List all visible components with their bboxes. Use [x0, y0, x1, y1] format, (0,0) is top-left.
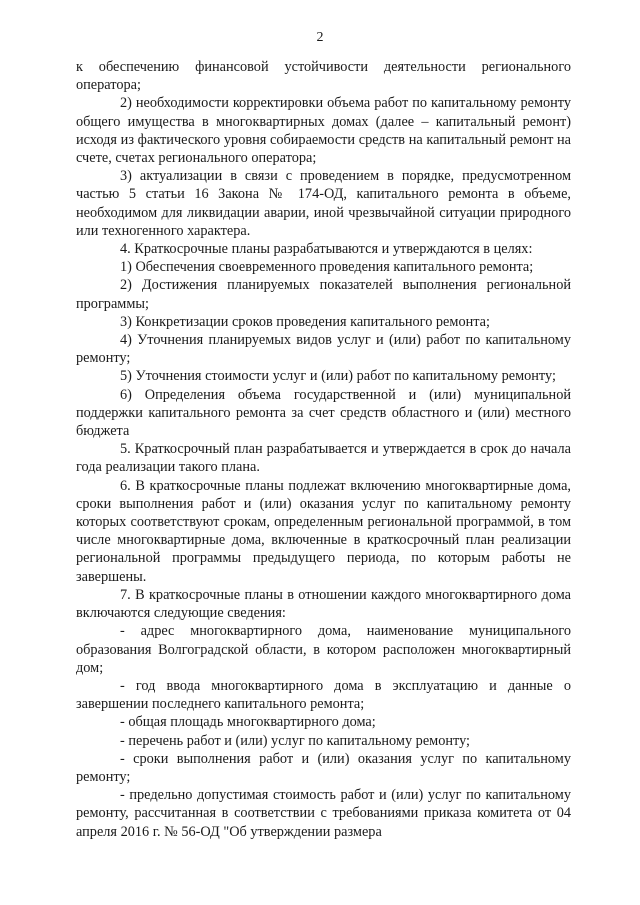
- paragraph-section-4: 4. Краткосрочные планы разрабатываются и утверждаются в целях:: [120, 241, 533, 258]
- document-body: [76, 58, 571, 841]
- list-item-address: - адрес многоквартирного дома, наименование муниципального образования Волгоградской области, в котором расположен многоквартирный дом;: [76, 623, 571, 676]
- paragraph-section-6: 6. В краткосрочные планы подлежат включению многоквартирные дома, сроки выполнения работ и (или) оказания услуг по капитальному ремонту которых соответствуют срокам, определенным региональной программой, в том числе многоквартирные дома, включенные в краткосрочный план реализации региональной программы предыдущего периода, по которым работы не завершены.: [76, 477, 571, 585]
- paragraph-goal-2: 2) Достижения планируемых показателей выполнения региональной программы;: [76, 277, 571, 312]
- paragraph-item-2-correction: 2) необходимости корректировки объема работ по капитальному ремонту общего имущества в многоквартирных домах (далее – капитальный ремонт) исходя из фактического уровня собираемости средств на капитальный ремонт на счете, счетах регионального оператора;: [76, 95, 571, 167]
- paragraph-goal-4: 4) Уточнения планируемых видов услуг и (или) работ по капитальному ремонту;: [76, 332, 571, 367]
- paragraph-section-5: 5. Краткосрочный план разрабатывается и утверждается в срок до начала года реализации такого плана.: [76, 441, 571, 476]
- list-item-works: - перечень работ и (или) услуг по капитальному ремонту;: [120, 732, 471, 749]
- page-number: 2: [316, 30, 324, 45]
- paragraph-item-3-actualization: 3) актуализации в связи с проведением в порядке, предусмотренном частью 5 статьи 16 Закона № 174-ОД, капитального ремонта в объеме, необходимом для ликвидации аварии, иной чрезвычайной ситуации природного или техногенного характера.: [76, 168, 571, 239]
- paragraph-continuation: к обеспечению финансовой устойчивости деятельности регионального оператора;: [76, 59, 571, 94]
- list-item-area: - общая площадь многоквартирного дома;: [120, 714, 376, 731]
- paragraph-goal-5: 5) Уточнения стоимости услуг и (или) работ по капитальному ремонту;: [120, 368, 556, 385]
- paragraph-section-7: 7. В краткосрочные планы в отношении каждого многоквартирного дома включаются следующие сведения:: [76, 586, 571, 622]
- paragraph-goal-6: 6) Определения объема государственной и (или) муниципальной поддержки капитального ремонта за счет средств областного и (или) местного бюджета: [76, 386, 571, 440]
- paragraph-goal-3: 3) Конкретизации сроков проведения капитального ремонта;: [120, 313, 490, 330]
- list-item-max-cost: - предельно допустимая стоимость работ и (или) услуг по капитальному ремонту, рассчитанная в соответствии с требованиями приказа комитета от 04 апреля 2016 г. № 56-ОД "Об утверждении размера: [76, 787, 571, 840]
- list-item-deadlines: - сроки выполнения работ и (или) оказания услуг по капитальному ремонту;: [76, 750, 571, 785]
- list-item-year: - год ввода многоквартирного дома в эксплуатацию и данные о завершении последнего капитального ремонта;: [76, 677, 571, 713]
- paragraph-goal-1: 1) Обеспечения своевременного проведения капитального ремонта;: [120, 259, 534, 276]
